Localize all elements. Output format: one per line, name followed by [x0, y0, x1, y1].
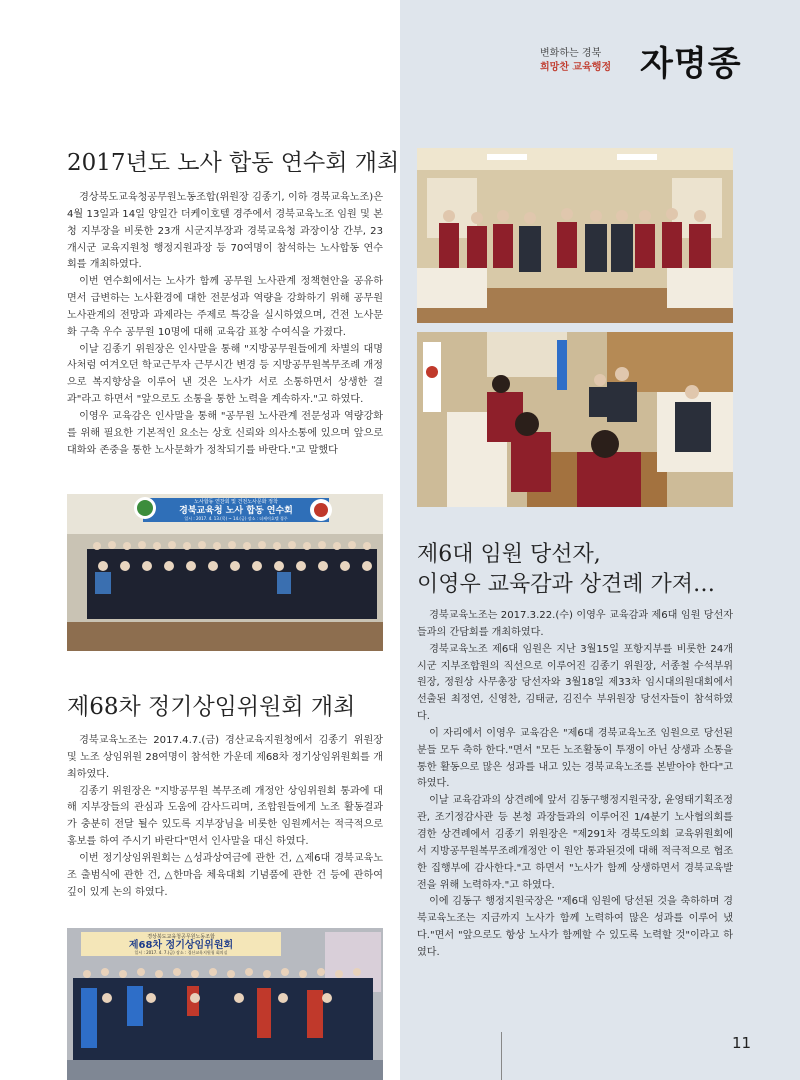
article3-title	[417, 540, 715, 600]
brand-tagline-2: 희망찬 교육행정	[540, 62, 612, 73]
article3-body	[417, 608, 733, 962]
magazine-brand	[540, 40, 780, 90]
article3-paragraph: 이 자리에서 이영우 교육감은 "제6대 경북교육노조 임원으로 당선된 분들 모두 축하 한다."면서 "모든 노조활동이 투쟁이 아닌 상생과 소통을 통한 활동으로 많은 성과를 내고 있는 경북교육노조를 본받아야 한다"고 하였다.	[417, 727, 733, 790]
article1-title: 2017년도 노사 합동 연수회 개최	[67, 150, 400, 176]
article1-paragraph: 이번 연수회에서는 노사가 함께 공무원 노사관계 정책현안을 공유하면서 급변하는 노사환경에 대한 전문성과 역량을 강화하기 위해 공무원 노사관계의 전망과 과제라는 주제로 특강을 실시하였으며, 건전 노사문화 구축 우수 공무원 10명에 대해 교육감 표창 수여식을 가졌다.	[67, 276, 383, 338]
committee-banner-title: 제68차 정기상임위원회	[128, 940, 234, 951]
brand-tagline-1: 변화하는 경북	[540, 48, 602, 59]
article3-paragraph: 이날 교육감과의 상견례에 앞서 김동구행정지원국장, 윤영태기획조정관, 조기정감사관 등 본청 과장들과의 이루어진 1/4분기 노사협의회를 겸한 상견례에서 김종기 위원장은 "제291차 경북도의회 교육위원회에서 지방공무원복무조례개정안 이 원안 통과된것에 대해 적극적으로 협조한 집행부에 감사한다."고 하면서 "노사가 함께 상생하면서 경북교육발전을 위해 노력하자."고 하였다.	[417, 795, 733, 891]
article2-body	[67, 733, 383, 901]
article2-paragraph: 김종기 위원장은 "지방공무원 복무조례 개정안 상임위원회 통과에 대해 지부장들의 관심과 도움에 감사드리며, 조합원들에게 노조 활동결과가 충분히 전달 될수 있도록 지부장님을 비롯한 임원께서는 적극적으로 홍보를 하여 주시기 바란다"면서 인사말을 대신 하였다.	[67, 785, 383, 848]
article3-paragraph: 경북교육노조는 2017.3.22.(수) 이영우 교육감과 제6대 임원 당선자들과의 간담회를 개최하였다.	[417, 610, 733, 638]
brand-logo-text: 자명종	[640, 44, 742, 84]
meeting-room-group-photo	[417, 148, 733, 323]
workshop-group-photo	[67, 494, 383, 651]
article1-paragraph: 이날 김종기 위원장은 인사말을 통해 "지방공무원들에게 차별의 대명사처럼 여겨오던 학교근무자 근무시간 변경 등 지방공무원복무조례 개정으로 복지향상을 이루어 낸 것은 노사가 서로 소통하면서 상생한 결과"라고 하면서 "앞으로도 소통을 통한 노력을 계속하자."고 하였다.	[67, 343, 383, 406]
committee-banner-date: 일시 : 2017. 4. 7.(금) 장소 : 경산교육지원청 회의실	[134, 950, 228, 955]
footer-divider	[501, 1032, 502, 1080]
page-number: 11	[732, 1034, 752, 1052]
article1-paragraph: 경상북도교육청공무원노동조합(위원장 김종기, 이하 경북교육노조)은 4월 13일과 14일 양일간 더케이호텔 경주에서 경북교육노조 임원 및 본청 지부장을 비롯한 23개 시군지부장과 경북교육청 과장이상 간부, 23개시군 교육지원청 행정지원과장 등 70여명이 참석하는 노사합동 연수회를 개최하였다.	[67, 192, 383, 271]
article2-paragraph: 이번 정기상임위원회는 △성과상여금에 관한 건, △제6대 경북교육노조 출범식에 관한 건, △한마음 체육대회 기념품에 관한 건 등에 관하여 깊이 있게 논의 하였다.	[67, 852, 383, 898]
meeting-discussion-photo	[417, 332, 733, 507]
article1-paragraph: 이영우 교육감은 인사말을 통해 "공무원 노사관계 전문성과 역량강화를 위해 필요한 기본적인 요소는 상호 신뢰와 의사소통에 있으며 앞으로 대화와 존중을 통한 노사문화가 정착되기를 바란다."고 말했다	[67, 410, 383, 456]
article3-paragraph: 이에 김동구 행정지원국장은 "제6대 임원에 당선된 것을 축하하며 경북교육노조는 지금까지 노사가 함께 노력하여 많은 성과를 이루어 냈다."면서 "앞으로도 항상 노사가 함께할 수 있도록 노력할 것"이라고 하였다.	[417, 896, 733, 958]
article1-body	[67, 190, 383, 460]
committee-banner-subtitle: 경상북도교육청공무원노동조합	[147, 934, 215, 940]
article3-title-line2: 이영우 교육감과 상견례 가져…	[417, 572, 716, 597]
article3-title-line1: 제6대 임원 당선자,	[417, 542, 601, 567]
workshop-banner-title: 경북교육청 노사 합동 연수회	[179, 506, 293, 516]
article3-paragraph: 경북교육노조 제6대 임원은 지난 3월15일 포항지부를 비롯한 24개 시군 지부조합원의 직선으로 이루어진 김종기 위원장, 서종철 수석부위원장, 정원상 사무총장 당선자와 3월18일 제33차 임시대의원대회에서 선출된 최정연, 신영찬, 김태균, 김진수 부위원장 당선자들이 참석하였다.	[417, 643, 733, 723]
workshop-banner-date: 일시 : 2017. 4. 13.(목) ~ 14.(금) 장소 : 더케이호텔 경주	[184, 516, 288, 521]
workshop-banner-subtitle: 노사합동 연찬회 및 건전노사문화 정착	[194, 499, 278, 505]
committee-group-photo	[67, 928, 383, 1080]
article2-paragraph: 경북교육노조는 2017.4.7.(금) 경산교육지원청에서 김종기 위원장 및 노조 상임위원 28여명이 참석한 가운데 제68차 정기상임위원회를 개최하였다.	[67, 735, 383, 780]
article2-title: 제68차 정기상임위원회 개최	[67, 694, 356, 720]
